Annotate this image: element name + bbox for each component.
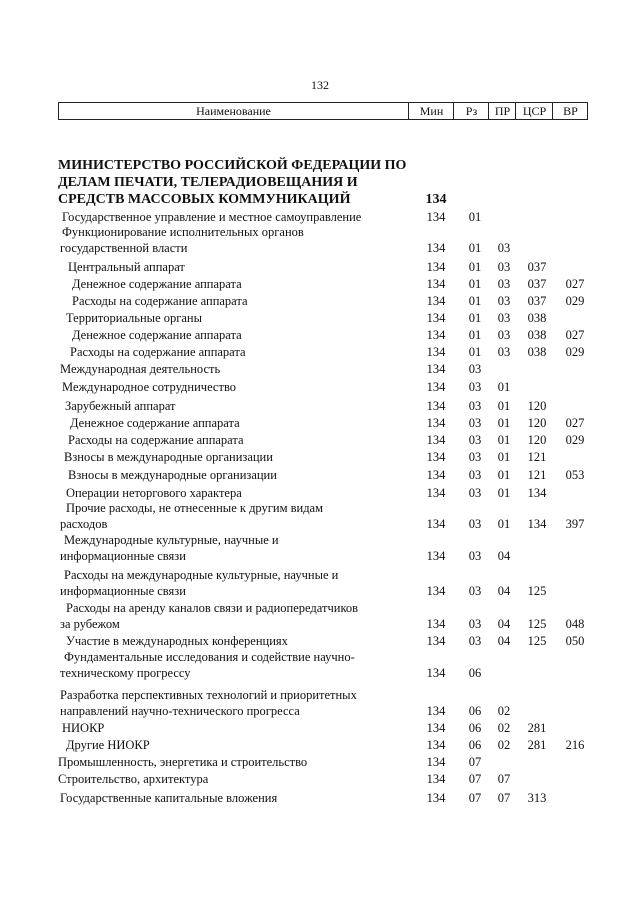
row-min-code: 134 (426, 755, 446, 769)
row-rz-code: 07 (468, 755, 482, 769)
table-row (0, 650, 640, 682)
row-rz-code: 01 (468, 294, 482, 308)
row-name: Территориальные органы (66, 311, 203, 325)
row-pr-code: 07 (497, 772, 511, 786)
row-pr-code: 07 (497, 791, 511, 805)
row-rz-code: 06 (468, 721, 482, 735)
row-pr-code: 03 (497, 277, 511, 291)
row-vr-code: 397 (565, 517, 585, 531)
row-min-code: 134 (426, 666, 446, 680)
table-row (0, 260, 640, 276)
row-name: информационные связи (60, 549, 186, 563)
row-name: за рубежом (60, 617, 120, 631)
row-rz-code: 01 (468, 210, 482, 224)
row-csr-code: 037 (527, 294, 547, 308)
table-row (0, 433, 640, 449)
row-name: Функционирование исполнительных органов (62, 225, 304, 239)
row-csr-code: 120 (527, 433, 547, 447)
row-min-code: 134 (426, 362, 446, 376)
row-csr-code: 037 (527, 260, 547, 274)
row-name: Зарубежный аппарат (65, 399, 176, 413)
table-row (0, 533, 640, 565)
ministry-title-line: ДЕЛАМ ПЕЧАТИ, ТЕЛЕРАДИОВЕЩАНИЯ И (58, 175, 358, 190)
row-min-code: 134 (426, 486, 446, 500)
row-csr-code: 038 (527, 345, 547, 359)
row-rz-code: 07 (468, 772, 482, 786)
row-pr-code: 03 (497, 260, 511, 274)
row-pr-code: 03 (497, 345, 511, 359)
row-name: Центральный аппарат (68, 260, 185, 274)
row-pr-code: 04 (497, 634, 511, 648)
row-min-code: 134 (426, 416, 446, 430)
table-row (0, 601, 640, 633)
row-min-code: 134 (426, 517, 446, 531)
row-csr-code: 125 (527, 584, 547, 598)
row-pr-code: 01 (497, 450, 511, 464)
row-csr-code: 281 (527, 738, 547, 752)
row-vr-code: 027 (565, 277, 585, 291)
row-name: НИОКР (62, 721, 105, 735)
row-name: Денежное содержание аппарата (72, 328, 242, 342)
row-name: Расходы на содержание аппарата (72, 294, 248, 308)
row-name: Прочие расходы, не отнесенные к другим видам (66, 501, 324, 515)
row-rz-code: 03 (468, 450, 482, 464)
row-min-code: 134 (426, 704, 446, 718)
row-rz-code: 03 (468, 433, 482, 447)
row-csr-code: 134 (527, 486, 547, 500)
row-vr-code: 027 (565, 328, 585, 342)
row-name: Международная деятельность (60, 362, 221, 376)
row-name: Взносы в международные организации (68, 468, 277, 482)
row-min-code: 134 (426, 345, 446, 359)
row-vr-code: 029 (565, 294, 585, 308)
row-name: Разработка перспективных технологий и приоритетных (60, 688, 357, 702)
row-rz-code: 07 (468, 791, 482, 805)
row-rz-code: 03 (468, 584, 482, 598)
row-pr-code: 02 (497, 704, 511, 718)
table-row (0, 738, 640, 754)
row-rz-code: 03 (468, 549, 482, 563)
row-pr-code: 01 (497, 486, 511, 500)
table-row (0, 225, 640, 257)
ministry-title-line: МИНИСТЕРСТВО РОССИЙСКОЙ ФЕДЕРАЦИИ ПО (58, 158, 407, 173)
row-rz-code: 01 (468, 311, 482, 325)
row-pr-code: 01 (497, 380, 511, 394)
row-pr-code: 03 (497, 328, 511, 342)
row-pr-code: 01 (497, 517, 511, 531)
row-rz-code: 03 (468, 617, 482, 631)
table-row (0, 380, 640, 396)
row-pr-code: 02 (497, 721, 511, 735)
row-min-code: 134 (426, 380, 446, 394)
row-name: информационные связи (60, 584, 186, 598)
row-rz-code: 03 (468, 380, 482, 394)
table-row (0, 634, 640, 650)
table-row (0, 416, 640, 432)
row-min-code: 134 (426, 634, 446, 648)
row-csr-code: 281 (527, 721, 547, 735)
row-rz-code: 03 (468, 362, 482, 376)
header-vr: ВР (552, 103, 588, 119)
row-name: Промышленность, энергетика и строительство (58, 755, 308, 769)
header-csr: ЦСР (515, 103, 553, 119)
row-min-code: 134 (426, 450, 446, 464)
row-csr-code: 134 (527, 517, 547, 531)
row-name: Другие НИОКР (66, 738, 150, 752)
row-min-code: 134 (426, 433, 446, 447)
row-csr-code: 121 (527, 468, 547, 482)
row-vr-code: 050 (565, 634, 585, 648)
row-name: Расходы на содержание аппарата (68, 433, 244, 447)
table-row (0, 486, 640, 502)
table-row (0, 791, 640, 807)
row-csr-code: 313 (527, 791, 547, 805)
table-row (0, 501, 640, 533)
row-name: Расходы на содержание аппарата (70, 345, 246, 359)
row-name: Строительство, архитектура (58, 772, 209, 786)
row-min-code: 134 (426, 311, 446, 325)
row-name: Международное сотрудничество (62, 380, 237, 394)
row-vr-code: 029 (565, 433, 585, 447)
row-csr-code: 121 (527, 450, 547, 464)
ministry-title-line: СРЕДСТВ МАССОВЫХ КОММУНИКАЦИЙ (58, 192, 351, 207)
table-row (0, 210, 640, 226)
row-name: Взносы в международные организации (64, 450, 273, 464)
table-row (0, 568, 640, 600)
row-min-code: 134 (426, 328, 446, 342)
row-rz-code: 01 (468, 328, 482, 342)
row-rz-code: 06 (468, 738, 482, 752)
row-rz-code: 01 (468, 345, 482, 359)
row-vr-code: 053 (565, 468, 585, 482)
row-min-code: 134 (426, 210, 446, 224)
row-name: Денежное содержание аппарата (70, 416, 240, 430)
row-csr-code: 038 (527, 328, 547, 342)
header-min: Мин (408, 103, 454, 119)
row-rz-code: 01 (468, 260, 482, 274)
row-pr-code: 01 (497, 468, 511, 482)
row-name: Денежное содержание аппарата (72, 277, 242, 291)
row-pr-code: 02 (497, 738, 511, 752)
ministry-code-row (0, 193, 640, 209)
row-name: Фундаментальные исследования и содействие научно- (64, 650, 355, 664)
table-row (0, 328, 640, 344)
row-csr-code: 125 (527, 634, 547, 648)
row-name: расходов (60, 517, 108, 531)
row-min-code: 134 (426, 721, 446, 735)
row-min-code: 134 (426, 294, 446, 308)
row-min-code: 134 (426, 617, 446, 631)
row-pr-code: 04 (497, 584, 511, 598)
row-pr-code: 01 (497, 433, 511, 447)
row-name: Расходы на международные культурные, научные и (64, 568, 339, 582)
table-row (0, 311, 640, 327)
header-rz: Рз (453, 103, 489, 119)
row-rz-code: 03 (468, 634, 482, 648)
table-header (58, 102, 588, 120)
row-name: Участие в международных конференциях (66, 634, 288, 648)
row-vr-code: 029 (565, 345, 585, 359)
row-min-code: 134 (426, 241, 446, 255)
row-vr-code: 216 (565, 738, 585, 752)
row-min-code: 134 (426, 791, 446, 805)
row-rz-code: 03 (468, 486, 482, 500)
row-rz-code: 03 (468, 416, 482, 430)
row-pr-code: 01 (497, 399, 511, 413)
row-pr-code: 04 (497, 549, 511, 563)
table-row (0, 772, 640, 788)
row-min-code: 134 (426, 260, 446, 274)
row-pr-code: 04 (497, 617, 511, 631)
row-min-code: 134 (426, 277, 446, 291)
row-min-code: 134 (426, 549, 446, 563)
row-rz-code: 03 (468, 468, 482, 482)
ministry-min-code: 134 (425, 192, 447, 207)
row-name: Государственное управление и местное самоуправление (62, 210, 362, 224)
row-name: Операции неторгового характера (66, 486, 242, 500)
row-name: техническому прогрессу (60, 666, 191, 680)
row-csr-code: 038 (527, 311, 547, 325)
row-rz-code: 03 (468, 399, 482, 413)
table-row (0, 721, 640, 737)
row-vr-code: 027 (565, 416, 585, 430)
page-number: 132 (311, 78, 329, 92)
table-row (0, 450, 640, 466)
row-csr-code: 120 (527, 399, 547, 413)
row-rz-code: 03 (468, 517, 482, 531)
row-min-code: 134 (426, 738, 446, 752)
header-pr: ПР (488, 103, 516, 119)
table-row (0, 294, 640, 310)
row-rz-code: 01 (468, 241, 482, 255)
row-pr-code: 03 (497, 311, 511, 325)
row-csr-code: 125 (527, 617, 547, 631)
row-min-code: 134 (426, 584, 446, 598)
table-row (0, 345, 640, 361)
table-row (0, 399, 640, 415)
row-pr-code: 03 (497, 294, 511, 308)
row-csr-code: 120 (527, 416, 547, 430)
row-name: Государственные капитальные вложения (60, 791, 278, 805)
row-csr-code: 037 (527, 277, 547, 291)
row-pr-code: 01 (497, 416, 511, 430)
row-min-code: 134 (426, 772, 446, 786)
row-name: Международные культурные, научные и (64, 533, 279, 547)
table-row (0, 277, 640, 293)
table-row (0, 688, 640, 720)
table-row (0, 755, 640, 771)
row-name: Расходы на аренду каналов связи и радиопередатчиков (66, 601, 359, 615)
row-name: государственной власти (60, 241, 188, 255)
row-rz-code: 01 (468, 277, 482, 291)
row-min-code: 134 (426, 399, 446, 413)
row-name: направлений научно-технического прогресса (60, 704, 300, 718)
row-pr-code: 03 (497, 241, 511, 255)
header-name: Наименование (196, 104, 271, 118)
table-row (0, 468, 640, 484)
row-vr-code: 048 (565, 617, 585, 631)
row-rz-code: 06 (468, 666, 482, 680)
table-row (0, 362, 640, 378)
row-min-code: 134 (426, 468, 446, 482)
row-rz-code: 06 (468, 704, 482, 718)
